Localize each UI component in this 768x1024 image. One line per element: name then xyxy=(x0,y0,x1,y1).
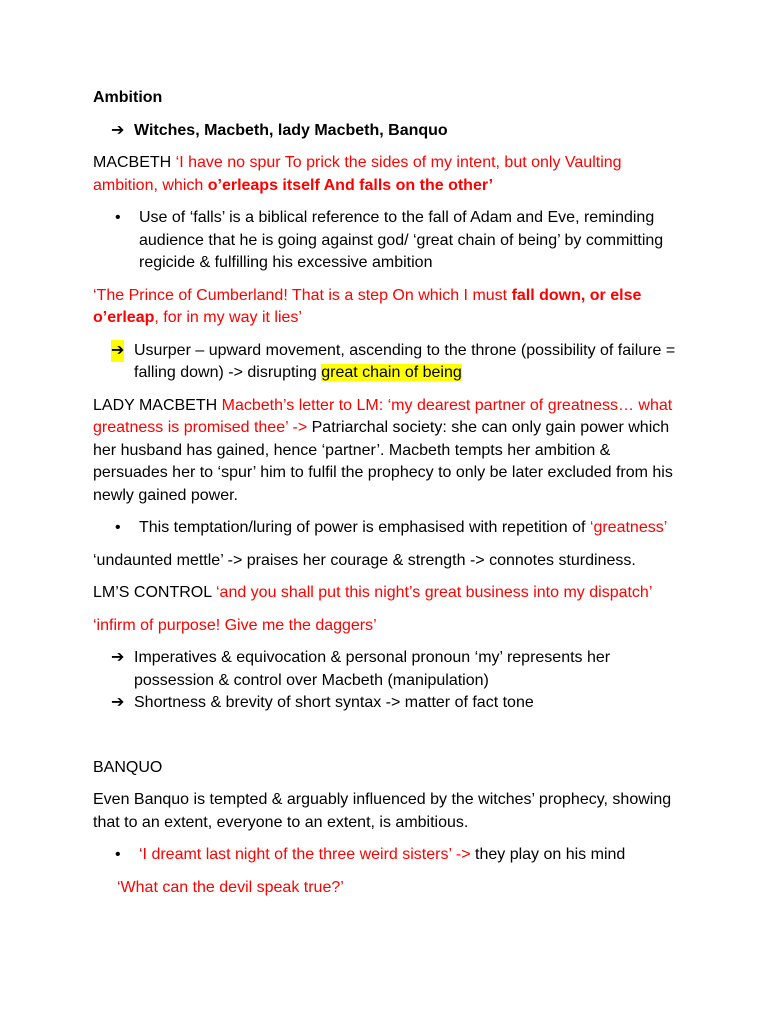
banquo-heading: BANQUO xyxy=(93,758,163,776)
devil-paragraph: ‘What can the devil speak true?’ xyxy=(117,878,344,896)
arrow-icon: ➔ xyxy=(111,121,125,139)
arrow-icon: ➔ xyxy=(111,340,124,363)
control-paragraph xyxy=(93,582,683,605)
macbeth-quote: ‘I have no spur To prick the sides of my intent, but only Vaulting ambition, which xyxy=(93,154,622,194)
arrow-icon: ➔ xyxy=(111,694,125,711)
blank-line xyxy=(93,725,683,757)
temptation-text: This temptation/luring of power is emphasised with repetition of xyxy=(139,519,590,536)
control-quote: ‘and you shall put this night’s great business into my dispatch’ xyxy=(215,584,653,601)
prince-quote-bold: fall down, or else o’erleap xyxy=(93,286,642,326)
banquo-paragraph: Even Banquo is tempted & arguably influenced by the witches’ prophecy, showing that to an extent, everyone to an extent, is ambitious. xyxy=(93,791,672,831)
usurper-line xyxy=(93,340,683,385)
imperatives-line xyxy=(93,647,683,692)
prince-paragraph xyxy=(93,285,683,330)
bullet-icon: • xyxy=(115,209,121,226)
prince-quote-a: ‘The Prince of Cumberland! That is a step On which I must xyxy=(93,286,512,304)
temptation-quote: ‘greatness’ xyxy=(589,519,668,536)
undaunted-paragraph: ‘undaunted mettle’ -> praises her courage & strength -> connotes sturdiness. xyxy=(93,551,636,569)
lady-label: LADY MACBETH xyxy=(93,396,222,414)
usurper-highlight: great chain of being xyxy=(321,364,462,381)
lady-quote: Macbeth’s letter to LM: ‘my dearest partner of greatness… what greatness is promised thee’ -> xyxy=(93,396,673,436)
falls-text: Use of ‘falls’ is a biblical reference to the fall of Adam and Eve, reminding audience that he is going against god/ ‘great chain of being’ by committing regicide & fulfilling his excessive ambition xyxy=(139,209,664,271)
list-item-temptation xyxy=(93,517,683,540)
heading-ambition: Ambition xyxy=(93,89,163,106)
control-label: LM’S CONTROL xyxy=(93,584,216,601)
bullet-icon: • xyxy=(115,519,121,536)
list-item-falls xyxy=(93,207,683,275)
infirm-paragraph: ‘infirm of purpose! Give me the daggers’ xyxy=(93,616,377,634)
list-item-dreamt xyxy=(93,844,683,867)
lady-macbeth-paragraph xyxy=(93,395,683,508)
characters-line xyxy=(93,120,683,143)
prince-quote-c: , for in my way it lies’ xyxy=(154,309,302,326)
lady-text: Patriarchal society: she can only gain power which her husband has gained, hence ‘partner’. Macbeth tempts her ambition & persuades her to ‘spur’ him to fulfil the prophecy to only be later excluded from his newly gained power. xyxy=(93,419,673,504)
macbeth-label: MACBETH xyxy=(93,154,176,171)
dreamt-text: they play on his mind xyxy=(475,846,626,863)
shortness-line xyxy=(93,692,683,715)
usurper-text: Usurper – upward movement, ascending to the throne (possibility of failure = falling down) -> disrupting xyxy=(134,341,676,381)
imperatives-text: Imperatives & equivocation & personal pronoun ‘my’ represents her possession & control over Macbeth (manipulation) xyxy=(134,649,611,689)
macbeth-quote-bold: o’erleaps itself And falls on the other’ xyxy=(207,176,494,194)
document-page xyxy=(93,87,683,909)
shortness-text: Shortness & brevity of short syntax -> matter of fact tone xyxy=(134,694,534,711)
characters-text: Witches, Macbeth, lady Macbeth, Banquo xyxy=(134,121,448,139)
arrow-icon: ➔ xyxy=(111,649,125,666)
bullet-icon: • xyxy=(115,846,121,863)
macbeth-paragraph xyxy=(93,152,683,197)
dreamt-quote: ‘I dreamt last night of the three weird sisters’ -> xyxy=(139,846,475,863)
